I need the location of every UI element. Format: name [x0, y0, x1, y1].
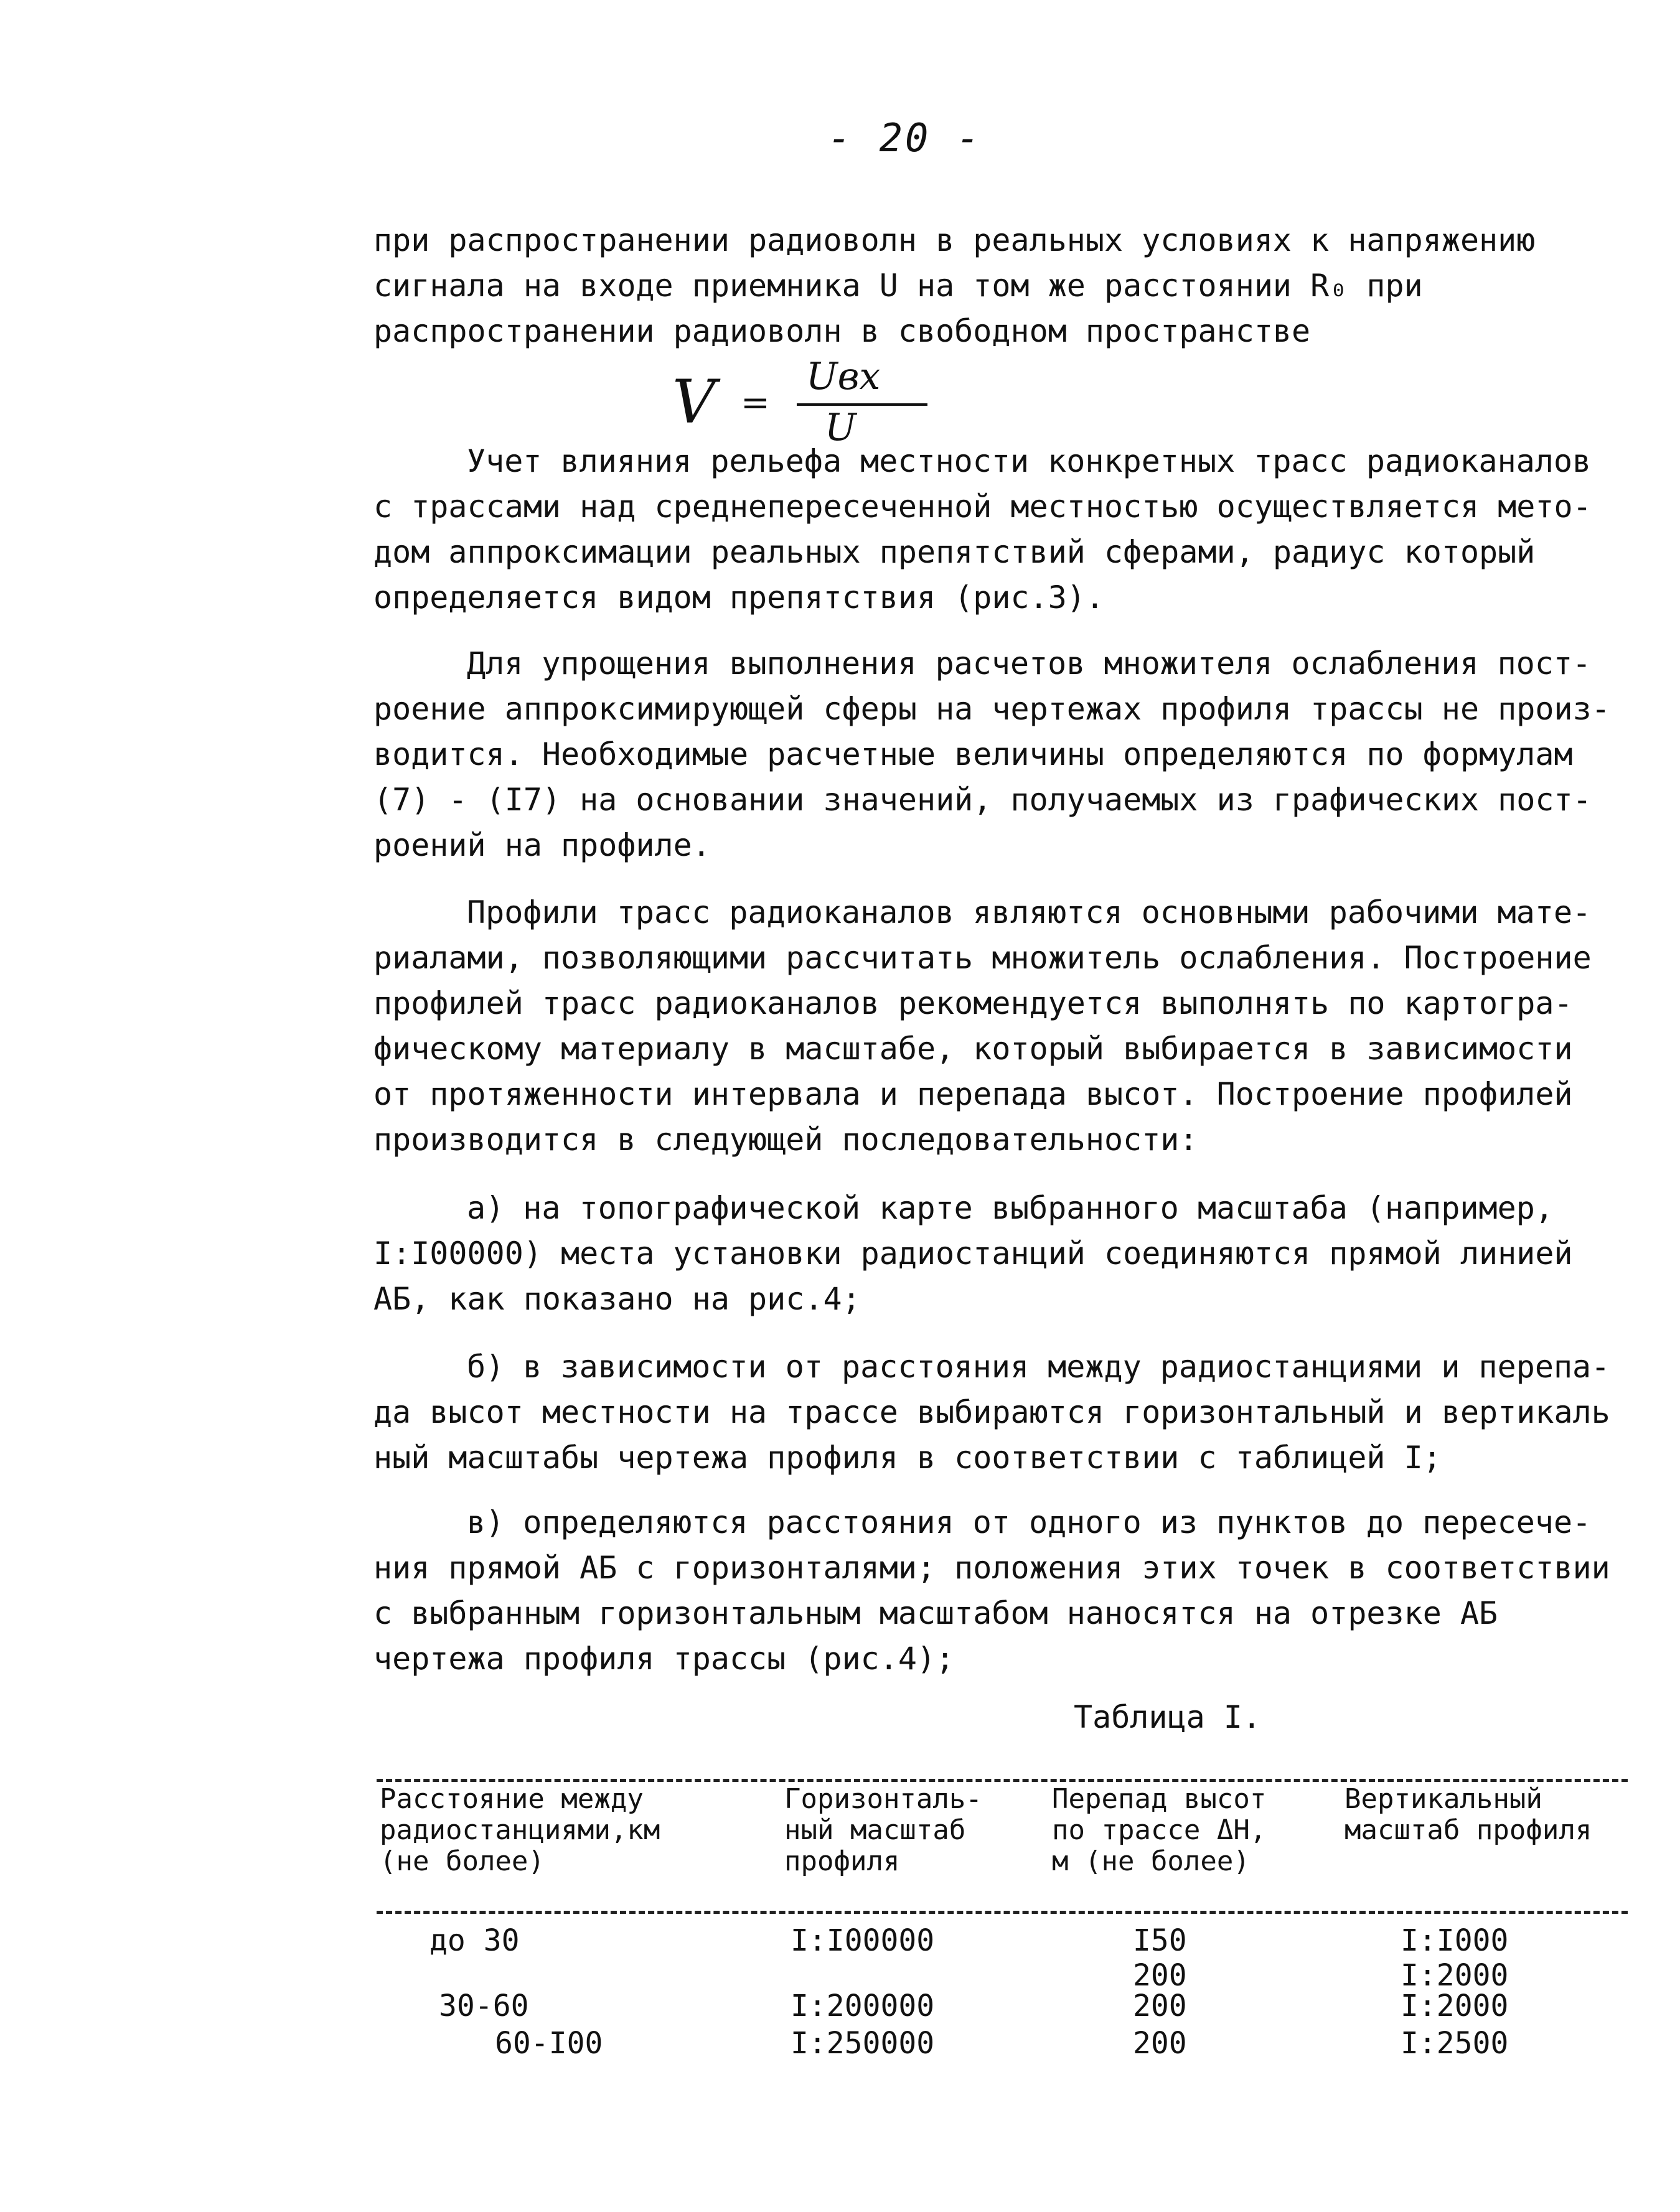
table-cell-distance: 30-60 — [439, 1989, 529, 2023]
table-header-vertical-scale: Вертикальный масштаб профиля — [1344, 1783, 1592, 1846]
paragraph-relief: Учет влияния рельефа местности конкретных трасс радиоканалов с трассами над среднепересеченной местностью осуществляется мето- дом аппроксимации реальных препятствий сферами, радиус который определяется видом препятствия (рис.3). — [373, 443, 1592, 616]
table-cell-horizontal-scale: I:200000 — [791, 1989, 935, 2023]
list-item-b: б) в зависимости от расстояния между радиостанциями и перепа- да высот местности на трассе выбираются горизонтальный и вертикаль ный масштабы чертежа профиля в соответствии с таблицей I; — [373, 1349, 1610, 1476]
formula-equals: = — [741, 383, 770, 423]
table-cell-distance: 60-I00 — [495, 2026, 603, 2061]
paragraph-intro: при распространении радиоволн в реальных условиях к напряжению сигнала на входе приемника U на том же расстоянии R₀ при распространении радиоволн в свободном пространстве — [373, 222, 1536, 349]
paragraph-simplification: Для упрощения выполнения расчетов множителя ослабления пост- роение аппроксимирующей сферы на чертежах профиля трассы не произ- водится. Необходимые расчетные величины определяются по формулам (7) - (I7) на основании значений, получаемых из графических пост- роений на профиле. — [373, 645, 1610, 863]
table-top-rule — [377, 1779, 1628, 1782]
table-header-distance: Расстояние между радиостанциями,км (не более) — [380, 1783, 660, 1877]
table-cell-height-drop: I50 200 — [1133, 1923, 1187, 1993]
page-number: - 20 - — [828, 115, 982, 161]
formula-denominator: U — [825, 406, 856, 449]
table-header-horizontal-scale: Горизонталь- ный масштаб профиля — [784, 1783, 982, 1877]
table-cell-vertical-scale: I:2500 — [1401, 2026, 1509, 2061]
table-header-height-drop: Перепад высот по трассе ΔH, м (не более) — [1052, 1783, 1267, 1877]
list-item-v: в) определяются расстояния от одного из пунктов до пересече- ния прямой АБ с горизонталями; положения этих точек в соответствии с выбранным горизонтальным масштабом наносятся на отрезке АБ чертежа профиля трассы (рис.4); — [373, 1504, 1610, 1677]
formula-numerator: Uвх — [806, 355, 881, 398]
formula-lhs: V — [672, 367, 716, 437]
table-cell-height-drop: 200 — [1133, 1989, 1187, 2023]
table-cell-horizontal-scale: I:I00000 — [791, 1923, 935, 1958]
table-cell-distance: до 30 — [429, 1923, 520, 1958]
fraction-bar — [797, 403, 927, 406]
table-cell-vertical-scale: I:2000 — [1401, 1989, 1509, 2023]
list-item-a: а) на топографической карте выбранного масштаба (например, I:I00000) места установки радиостанций соединяются прямой линией АБ, как показано на рис.4; — [373, 1190, 1573, 1317]
table-cell-height-drop: 200 — [1133, 2026, 1187, 2061]
table-header-rule — [377, 1911, 1628, 1914]
paragraph-profiles: Профили трасс радиоканалов являются основными рабочими мате- риалами, позволяющими рассчитать множитель ослабления. Построение профилей трасс радиоканалов рекомендуется выполнять по картогра- фическому материалу в масштабе, который выбирается в зависимости от протяженности интервала и перепада высот. Построение профилей производится в следующей последовательности: — [373, 894, 1592, 1158]
table-cell-horizontal-scale: I:250000 — [791, 2026, 935, 2061]
table-cell-vertical-scale: I:I000 I:2000 — [1401, 1923, 1509, 1993]
table-caption: Таблица I. — [1074, 1699, 1262, 1735]
